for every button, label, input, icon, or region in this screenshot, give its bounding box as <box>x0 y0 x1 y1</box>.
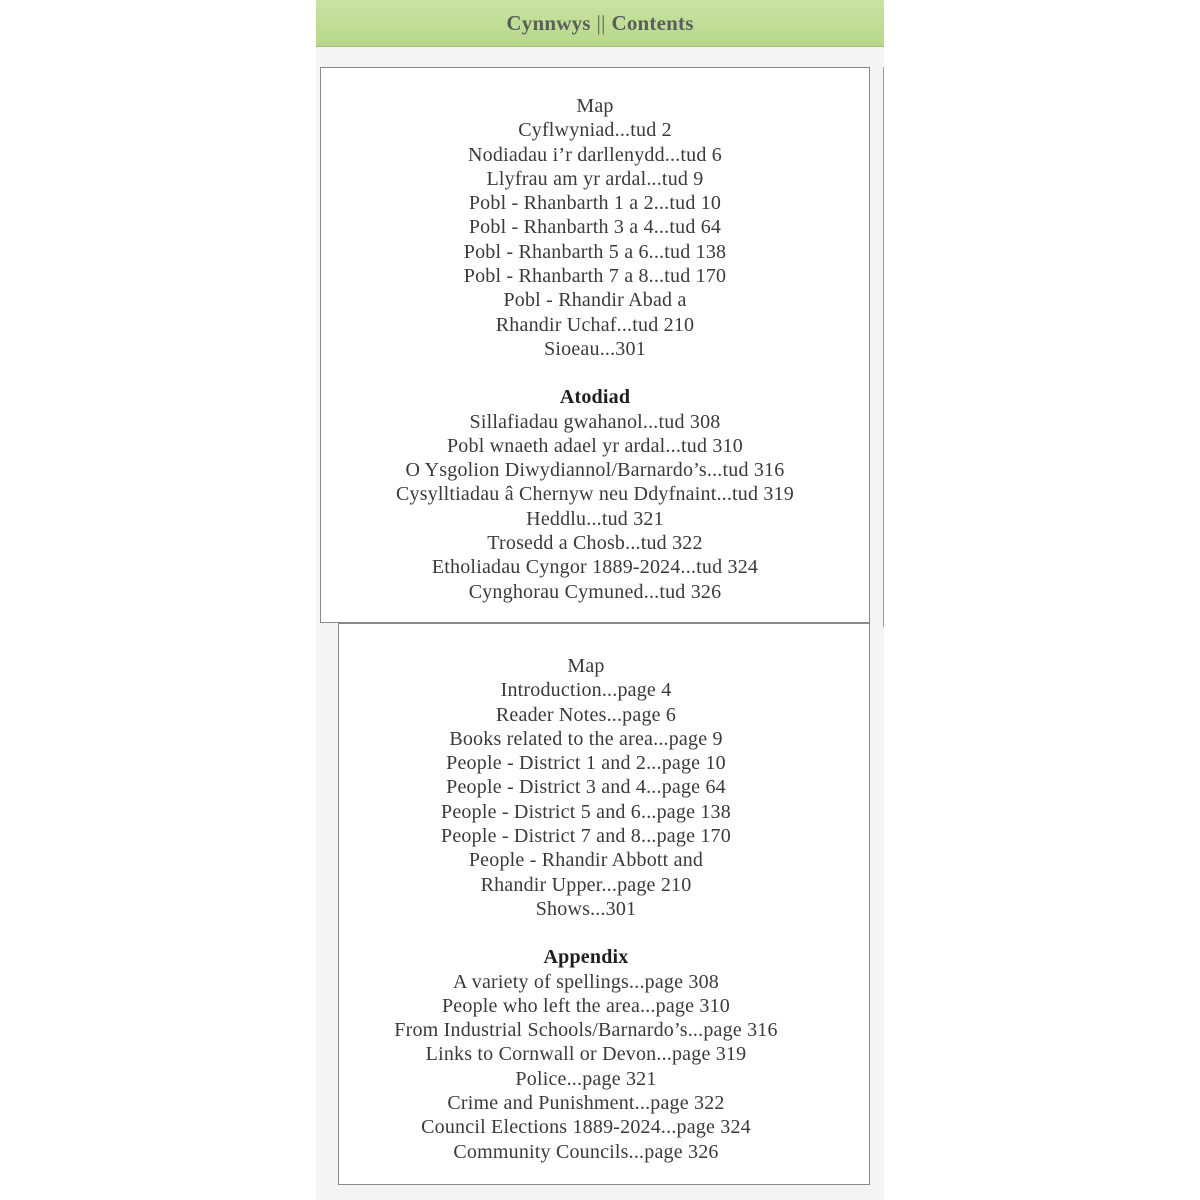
toc-entry: Cynghorau Cymuned...tud 326 <box>468 580 722 603</box>
toc-entry: Pobl - Rhanbarth 7 a 8...tud 170 <box>463 265 727 288</box>
toc-entry: Cyflwyniad...tud 2 <box>518 119 672 142</box>
toc-entry: Map <box>576 95 614 117</box>
toc-entry: Etholiadau Cyngor 1889-2024...tud 324 <box>431 556 759 579</box>
welsh-title: Cynnwys <box>506 10 591 35</box>
toc-entry: People who left the area...page 310 <box>441 994 730 1017</box>
toc-entry: People - District 7 and 8...page 170 <box>441 825 731 848</box>
toc-entry: Cysylltiadau â Chernyw neu Ddyfnaint...tud 319 <box>395 483 795 506</box>
title-separator: || <box>596 10 606 35</box>
contents-header <box>316 0 884 47</box>
toc-entry: People - District 3 and 4...page 64 <box>446 776 726 799</box>
toc-entry: Rhandir Uchaf...tud 210 <box>495 313 695 336</box>
toc-entry: From Industrial Schools/Barnardo’s...page 316 <box>394 1019 778 1042</box>
toc-entry: Heddlu...tud 321 <box>526 507 664 530</box>
page-edge-line <box>883 67 884 627</box>
toc-entry: Council Elections 1889-2024...page 324 <box>421 1116 751 1139</box>
english-contents-panel <box>338 623 870 1185</box>
toc-entry: Map <box>567 655 605 677</box>
appendix-heading: Appendix <box>543 946 629 969</box>
toc-entry: Nodiadau i’r darllenydd...tud 6 <box>468 143 722 166</box>
toc-entry: Shows...301 <box>535 897 637 920</box>
toc-entry: Sillafiadau gwahanol...tud 308 <box>469 410 721 433</box>
toc-entry: Crime and Punishment...page 322 <box>447 1092 725 1115</box>
toc-entry: People - District 5 and 6...page 138 <box>441 800 731 823</box>
toc-entry: Llyfrau am yr ardal...tud 9 <box>486 167 704 190</box>
english-title: Contents <box>611 10 694 35</box>
toc-entry: Books related to the area...page 9 <box>449 727 723 750</box>
toc-entry: Introduction...page 4 <box>500 679 672 702</box>
toc-entry: Pobl - Rhanbarth 3 a 4...tud 64 <box>468 216 722 239</box>
appendix-heading: Atodiad <box>559 386 631 409</box>
toc-entry: O Ysgolion Diwydiannol/Barnardo’s...tud 316 <box>405 459 785 482</box>
toc-entry: Police...page 321 <box>515 1067 657 1090</box>
welsh-contents-panel <box>320 67 870 623</box>
toc-entry: Pobl - Rhanbarth 5 a 6...tud 138 <box>463 240 727 263</box>
toc-entry: Pobl - Rhanbarth 1 a 2...tud 10 <box>468 192 722 215</box>
toc-entry: Trosedd a Chosb...tud 322 <box>487 532 703 555</box>
toc-entry: Community Councils...page 326 <box>453 1140 719 1163</box>
toc-entry: Links to Cornwall or Devon...page 319 <box>425 1043 747 1066</box>
toc-entry: Sioeau...301 <box>544 337 646 360</box>
toc-entry: Reader Notes...page 6 <box>495 703 677 726</box>
toc-entry: People - District 1 and 2...page 10 <box>446 752 726 775</box>
toc-entry: A variety of spellings...page 308 <box>453 970 719 993</box>
toc-entry: Rhandir Upper...page 210 <box>480 873 692 896</box>
english-contents-list <box>303 654 869 1164</box>
toc-entry: People - Rhandir Abbott and <box>468 849 704 872</box>
toc-entry: Pobl - Rhandir Abad a <box>503 289 687 312</box>
welsh-contents-list <box>321 94 869 604</box>
toc-entry: Pobl wnaeth adael yr ardal...tud 310 <box>446 434 743 457</box>
